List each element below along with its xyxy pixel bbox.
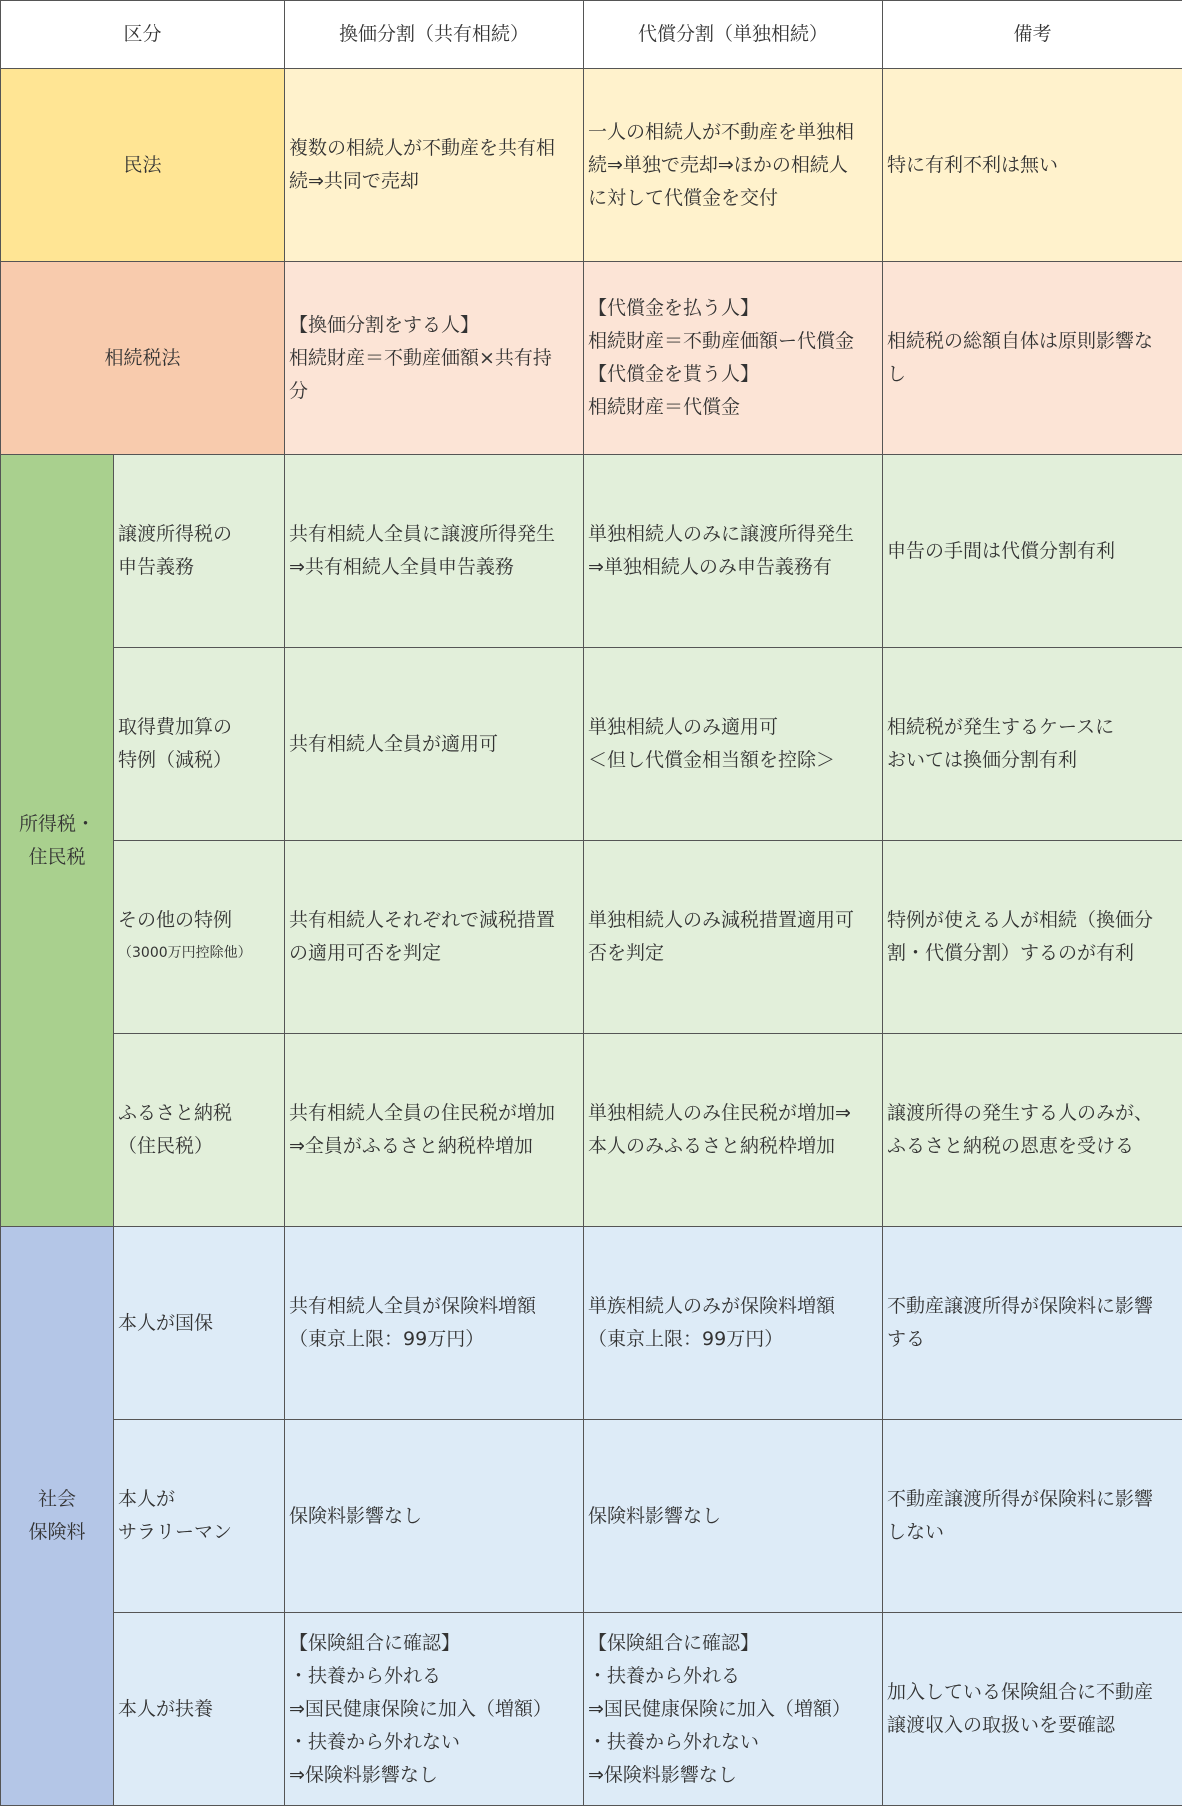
cell-line: 単族相続人のみが保険料増額 (588, 1295, 836, 1317)
row-shakai-1 (1, 1227, 1182, 1420)
cell-sozokuzei-biko (883, 262, 1182, 455)
cell-line: ⇒国民健康保険に加入（増額） (289, 1697, 552, 1720)
cell-line: 保険料影響なし (588, 1504, 722, 1527)
cell-line: ⇒全員がふるさと納税枠増加 (289, 1135, 533, 1157)
cell-daisho (584, 1613, 883, 1806)
cell-line: 【代償金を払う人】 (588, 297, 760, 319)
category-line: 住民税 (28, 845, 86, 868)
sub-label (114, 841, 285, 1034)
cell-kanka (285, 648, 584, 841)
cell-line: し (887, 363, 907, 385)
cell-line: おいては換価分割有利 (887, 749, 1078, 771)
row-sozokuzei (1, 262, 1182, 455)
cell-biko (883, 648, 1182, 841)
sub-label (114, 1227, 285, 1420)
cell-line: 加入している保険組合に不動産 (887, 1681, 1154, 1703)
cell-biko (883, 1613, 1182, 1806)
cell-line: ⇒保険料影響なし (588, 1763, 737, 1786)
row-shotoku-2 (1, 648, 1182, 841)
cell-line: 単独相続人のみ減税措置適用可 (588, 909, 855, 931)
label-line: サラリーマン (118, 1521, 233, 1543)
cell-line: 共有相続人全員が保険料増額 (289, 1295, 537, 1317)
cell-line: 不動産譲渡所得が保険料に影響 (887, 1295, 1154, 1317)
cell-line: 単独相続人のみに譲渡所得発生 (588, 523, 855, 545)
cell-line: 保険料影響なし (289, 1504, 423, 1527)
cell-line: 【代償金を貰う人】 (588, 363, 760, 385)
cell-daisho (584, 648, 883, 841)
cell-line: 特例が使える人が相続（換価分 (887, 909, 1154, 931)
category-sozokuzei: 相続税法 (1, 262, 285, 455)
cell-sozokuzei-kanka (285, 262, 584, 455)
sub-label (114, 1613, 285, 1806)
label-line: 取得費加算の (118, 716, 233, 738)
cell-kanka (285, 841, 584, 1034)
cell-line: 【保険組合に確認】 (289, 1631, 461, 1654)
row-shotoku-1 (1, 455, 1182, 648)
cell-line: 譲渡所得の発生する人のみが、 (887, 1102, 1154, 1124)
category-line: 保険料 (28, 1521, 86, 1543)
category-line: 社会 (37, 1488, 76, 1510)
cell-line: 申告の手間は代償分割有利 (887, 539, 1116, 562)
cell-line: 共有相続人それぞれで減税措置 (289, 909, 556, 931)
cell-line: の適用可否を判定 (289, 942, 442, 964)
cell-line: 続⇒単独で売却⇒ほかの相続人 (588, 153, 848, 176)
cell-line: ⇒共有相続人全員申告義務 (289, 556, 514, 578)
row-shakai-3 (1, 1613, 1182, 1806)
cell-line: 相続財産＝代償金 (588, 396, 741, 418)
cell-kanka (285, 455, 584, 648)
cell-line: ・扶養から外れない (289, 1730, 461, 1753)
cell-daisho (584, 1034, 883, 1227)
cell-daisho (584, 1227, 883, 1420)
cell-line: 相続税が発生するケースに (887, 716, 1115, 738)
cell-line: ⇒国民健康保険に加入（増額） (588, 1697, 851, 1720)
cell-minpo-kanka (285, 69, 584, 262)
label-line: （住民税） (118, 1135, 214, 1157)
header-daisho: 代償分割（単独相続） (584, 1, 883, 69)
cell-line: 【換価分割をする人】 (289, 313, 480, 336)
cell-daisho (584, 1420, 883, 1613)
label-line: 本人が扶養 (118, 1697, 214, 1720)
cell-line: に対して代償金を交付 (588, 186, 779, 209)
cell-kanka (285, 1613, 584, 1806)
cell-line: 不動産譲渡所得が保険料に影響 (887, 1488, 1154, 1510)
cell-line: 相続税の総額自体は原則影響な (887, 330, 1154, 352)
cell-daisho (584, 841, 883, 1034)
cell-line: （東京上限：99万円） (588, 1328, 784, 1350)
cell-biko (883, 1034, 1182, 1227)
cell-line: ＜但し代償金相当額を控除＞ (588, 749, 836, 771)
cell-line: 相続財産＝不動産価額×共有持 (289, 346, 552, 369)
cell-line: ⇒保険料影響なし (289, 1763, 438, 1786)
cell-line: 譲渡収入の取扱いを要確認 (887, 1714, 1116, 1736)
header-row (1, 1, 1182, 69)
cell-line: 共有相続人全員の住民税が増加 (289, 1102, 556, 1124)
header-biko: 備考 (883, 1, 1182, 69)
cell-biko (883, 455, 1182, 648)
header-kanka: 換価分割（共有相続） (285, 1, 584, 69)
cell-line: ・扶養から外れる (289, 1664, 442, 1687)
cell-line: 【保険組合に確認】 (588, 1631, 760, 1654)
category-line: 所得税・ (18, 812, 95, 835)
sub-label (114, 1420, 285, 1613)
label-line: 本人が国保 (118, 1311, 214, 1334)
cell-line: 本人のみふるさと納税枠増加 (588, 1135, 836, 1157)
label-line: 特例（減税） (118, 749, 233, 771)
row-shotoku-3 (1, 841, 1182, 1034)
cell-biko (883, 1420, 1182, 1613)
row-shotoku-4 (1, 1034, 1182, 1227)
label-line: 申告義務 (118, 556, 195, 578)
cell-line: ⇒単独相続人のみ申告義務有 (588, 556, 832, 578)
cell-line: 共有相続人全員が適用可 (289, 732, 499, 755)
cell-minpo-biko (883, 69, 1182, 262)
label-line: 譲渡所得税の (118, 523, 233, 545)
cell-line: 一人の相続人が不動産を単独相 (588, 120, 855, 143)
cell-line: 特に有利不利は無い (887, 153, 1059, 176)
cell-line: ・扶養から外れない (588, 1730, 760, 1753)
label-note: （3000万円控除他） (118, 945, 252, 961)
cell-line: しない (887, 1521, 945, 1543)
cell-line: 複数の相続人が不動産を共有相 (289, 137, 556, 159)
cell-line: 相続財産＝不動産価額ー代償金 (588, 330, 855, 352)
cell-line: 分 (289, 379, 309, 402)
label-line: ふるさと納税 (118, 1102, 233, 1124)
cell-line: する (887, 1328, 926, 1350)
cell-kanka (285, 1034, 584, 1227)
row-minpo (1, 69, 1182, 262)
cell-line: 続⇒共同で売却 (289, 170, 419, 192)
cell-line: ・扶養から外れる (588, 1664, 741, 1687)
cell-kanka (285, 1227, 584, 1420)
cell-minpo-daisho (584, 69, 883, 262)
category-shakai (1, 1227, 114, 1806)
label-line: 本人が (118, 1488, 176, 1510)
header-kubun: 区分 (1, 1, 285, 69)
row-shakai-2 (1, 1420, 1182, 1613)
sub-label (114, 455, 285, 648)
cell-biko (883, 1227, 1182, 1420)
cell-line: ふるさと納税の恩恵を受ける (887, 1135, 1135, 1157)
cell-line: 否を判定 (588, 942, 665, 964)
cell-daisho (584, 455, 883, 648)
cell-biko (883, 841, 1182, 1034)
cell-line: 割・代償分割）するのが有利 (887, 942, 1135, 964)
cell-kanka (285, 1420, 584, 1613)
category-shotoku (1, 455, 114, 1227)
cell-line: 単独相続人のみ適用可 (588, 716, 779, 738)
label-line: その他の特例 (118, 909, 233, 931)
sub-label (114, 648, 285, 841)
cell-line: 単独相続人のみ住民税が増加⇒ (588, 1102, 851, 1124)
cell-line: 共有相続人全員に譲渡所得発生 (289, 523, 556, 545)
sub-label (114, 1034, 285, 1227)
cell-sozokuzei-daisho (584, 262, 883, 455)
cell-line: （東京上限：99万円） (289, 1328, 485, 1350)
category-minpo: 民法 (1, 69, 285, 262)
